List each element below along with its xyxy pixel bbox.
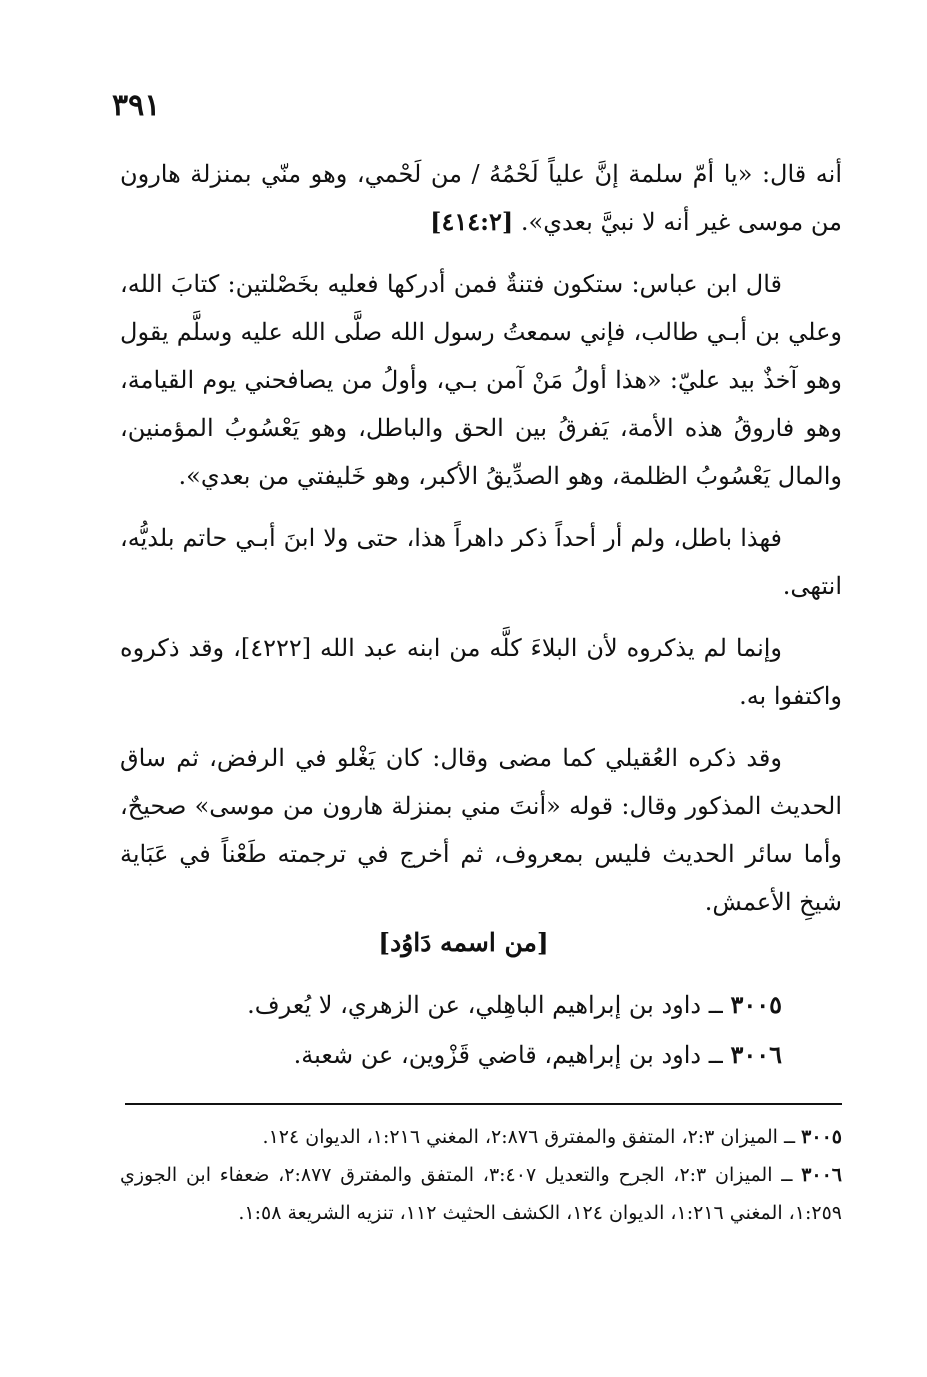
paragraph-text: أنه قال: «يا أمّ سلمة إنَّ علياً لَحْمُهُ / من لَحْمي، وهو منّي بمنزلة هارون من موسى غير أنه لا نبيَّ بعدي». (120, 160, 842, 236)
entry-text: داود بن إبراهيم الباهِلي، عن الزهري، لا يُعرف. (247, 991, 702, 1019)
paragraph-uqayli: وقد ذكره العُقيلي كما مضى وقال: كان يَغْلو في الرفض، ثم ساق الحديث المذكور وقال: قوله «أنتَ مني بمنزلة هارون من موسى» صحيحٌ، وأما سائر الحديث فليس بمعروف، ثم أخرج في ترجمته طَعْناً في عَبَاية شيخِ الأعمش. (120, 744, 842, 916)
footnote-divider (125, 1103, 842, 1105)
biography-entry (247, 1030, 782, 1080)
paragraph-hadith-quote (120, 150, 842, 246)
entry-dash: ــ (708, 1041, 723, 1069)
entry-number: ٣٠٠٥ (730, 990, 782, 1019)
footnote (120, 1118, 842, 1156)
paragraph-reason: وإنما لم يذكروه لأن البلاءَ كلَّه من ابنه عبد الله [٤٢٢٢]، وقد ذكروه واكتفوا به. (120, 634, 842, 710)
footnote-text: الميزان ٢:٣، الجرح والتعديل ٣:٤٠٧، المتفق والمفترق ٢:٨٧٧، ضعفاء ابن الجوزي ١:٢٥٩، المغني ١:٢١٦، الديوان ١٢٤، الكشف الحثيث ١١٢، تنزيه الشريعة ١:٥٨. (120, 1164, 842, 1224)
paragraph-judgement: فهذا باطل، ولم أر أحداً ذكر داهراً هذا، حتى ولا ابنَ أبـي حاتم بلديُّه، انتهى. (120, 524, 842, 600)
entry-dash: ــ (708, 991, 723, 1019)
footnotes (120, 1118, 842, 1232)
paragraph-ibn-abbas: قال ابن عباس: ستكون فتنةٌ فمن أدركها فعليه بخَصْلتين: كتابَ الله، وعلي بن أبـي طالب، فإني سمعتُ رسول الله صلَّى الله عليه وسلَّم يقول وهو آخذٌ بيد عليّ: «هذا أولُ مَنْ آمن بـي، وأولُ من يصافحني يوم القيامة، وهو فاروقُ هذه الأمة، يَفرقُ بين الحق والباطل، وهو يَعْسُوبُ المؤمنين، والمال يَعْسُوبُ الظلمة، وهو الصدِّيقُ الأكبر، وهو خَليفتي من بعدي». (120, 270, 843, 490)
footnote-dash: ــ (781, 1164, 793, 1186)
footnote-dash: ــ (783, 1126, 796, 1148)
footnote-number: ٣٠٠٦ (801, 1164, 843, 1186)
main-text-body (120, 150, 842, 940)
volume-page-reference: [٤١٤:٢] (430, 207, 514, 236)
footnote (120, 1156, 842, 1232)
entry-text: داود بن إبراهيم، قاضي قَزْوين، عن شعبة. (293, 1041, 702, 1069)
footnote-number: ٣٠٠٥ (801, 1126, 842, 1148)
footnote-text: الميزان ٢:٣، المتفق والمفترق ٢:٨٧٦، المغني ١:٢١٦، الديوان ١٢٤. (262, 1126, 778, 1148)
entry-number: ٣٠٠٦ (730, 1040, 782, 1069)
biography-entry (247, 980, 782, 1030)
page-number: ٣٩١ (112, 88, 161, 123)
biography-entries (247, 980, 782, 1080)
section-heading: [من اسمه دَاوُد] (378, 928, 549, 957)
